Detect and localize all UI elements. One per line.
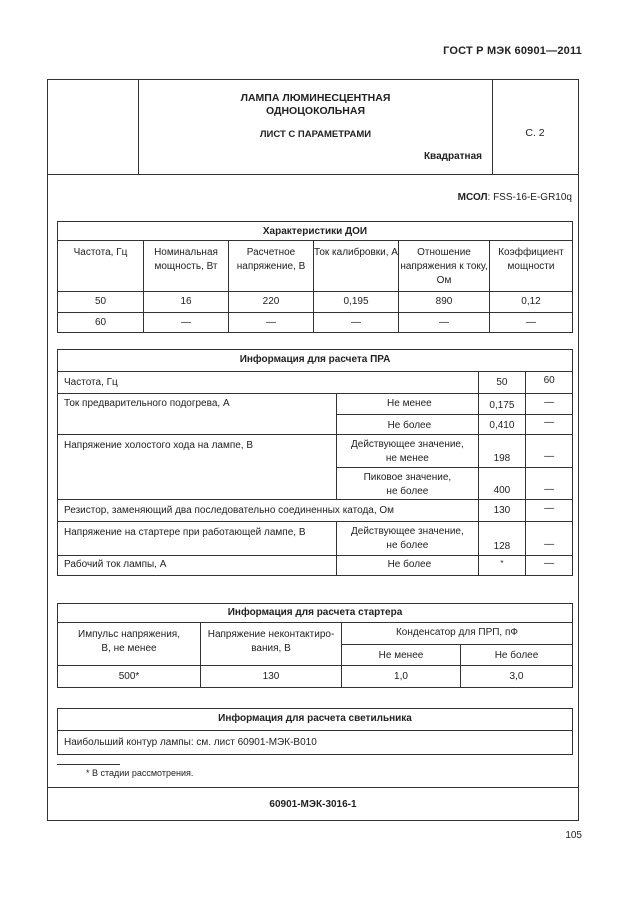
- doi-cell: 220: [229, 292, 314, 313]
- doi-cell: —: [314, 313, 399, 333]
- doi-header-pf: Коэффициент мощности: [490, 241, 573, 292]
- luminaire-table-title: Информация для расчета светильника: [58, 709, 573, 731]
- doi-cell: —: [399, 313, 490, 333]
- doi-header-voltage: Расчетное напряжение, В: [229, 241, 314, 292]
- pra-op-current-cond: Не более: [337, 556, 478, 576]
- doi-cell: —: [229, 313, 314, 333]
- pra-cond-rms-min-l2: не менее: [385, 453, 429, 464]
- doi-table-title: Характеристики ДОИ: [58, 222, 573, 241]
- pra-value: —: [526, 394, 573, 415]
- pra-table: [57, 349, 573, 576]
- starter-value: 500*: [58, 666, 201, 688]
- pra-cond-rms-min: [337, 435, 478, 468]
- starter-col-noncontact: [201, 623, 342, 666]
- pra-resistor-label: Резистор, заменяющий два последовательно соединенных катода, Ом: [58, 500, 479, 522]
- starter-col-capacitor: Конденсатор для ПРП, пФ: [342, 623, 573, 645]
- pra-value: 0,175: [478, 394, 526, 415]
- pra-op-current-label: Рабочий ток лампы, А: [58, 556, 337, 576]
- doi-header-ratio: Отношение напряжения к току, Ом: [399, 241, 490, 292]
- sheet-subtitle: ЛИСТ С ПАРАМЕТРАМИ: [259, 129, 372, 140]
- pra-cond-not-more: Не более: [337, 415, 478, 435]
- luminaire-table: [57, 708, 573, 755]
- doi-cell: 0,195: [314, 292, 399, 313]
- luminaire-text: Наибольший контур лампы: см. лист 60901-МЭК-В010: [58, 731, 573, 755]
- doi-cell: 16: [144, 292, 229, 313]
- footnote-rule: [57, 764, 120, 765]
- pra-freq-label: Частота, Гц: [58, 372, 479, 394]
- pra-value: 0,410: [478, 415, 526, 435]
- header-left-cell: [48, 80, 139, 174]
- doi-cell: 890: [399, 292, 490, 313]
- lamp-title: [139, 92, 492, 118]
- footnote: * В стадии рассмотрения.: [86, 768, 194, 778]
- starter-col-noncontact-l2: вания, В: [251, 643, 291, 654]
- pra-cond-rms-max-l2: не более: [386, 540, 429, 551]
- page-number: 105: [565, 830, 582, 841]
- starter-value: 1,0: [342, 666, 461, 688]
- pra-cond-rms-max: [337, 522, 478, 556]
- pra-value: —: [526, 468, 573, 500]
- lamp-title-line2: ОДНОЦОКОЛЬНАЯ: [265, 105, 366, 117]
- pra-value: *: [478, 556, 526, 576]
- sheet-id: 60901-МЭК-3016-1: [269, 799, 357, 810]
- starter-col-noncontact-l1: Напряжение неконтактиро-: [207, 629, 335, 640]
- pra-value: 130: [478, 500, 526, 522]
- starter-cap-min-header: Не менее: [342, 645, 461, 666]
- doi-header-freq: Частота, Гц: [58, 241, 144, 292]
- pra-value: —: [526, 556, 573, 576]
- pra-value: 400: [478, 468, 526, 500]
- pra-cond-not-less: Не менее: [337, 394, 478, 415]
- doi-cell: 50: [58, 292, 144, 313]
- lamp-title-line1: ЛАМПА ЛЮМИНЕСЦЕНТНАЯ: [240, 92, 391, 104]
- pra-cond-peak-max: [337, 468, 478, 500]
- page-label: С. 2: [525, 127, 545, 139]
- pra-value: —: [526, 522, 573, 556]
- lamp-shape: Квадратная: [423, 151, 482, 162]
- pra-value: 128: [478, 522, 526, 556]
- pra-cond-peak-max-l2: не более: [386, 486, 429, 497]
- doi-cell: —: [144, 313, 229, 333]
- doi-header-power: Номинальная мощность, Вт: [144, 241, 229, 292]
- starter-table: [57, 603, 573, 688]
- pra-freq-60: 60: [526, 372, 573, 394]
- pra-table-title: Информация для расчета ПРА: [58, 350, 573, 372]
- pra-cond-rms-min-l1: Действующее значение,: [350, 439, 464, 450]
- starter-col-pulse-l2: В, не менее: [101, 643, 157, 654]
- msol-value: : FSS-16-E-GR10q: [487, 192, 572, 203]
- doi-cell: 60: [58, 313, 144, 333]
- doi-table: [57, 221, 573, 333]
- pra-ocv-label: Напряжение холостого хода на лампе, В: [58, 435, 337, 500]
- pra-starter-v-label: Напряжение на стартере при работающей лампе, В: [58, 522, 337, 556]
- pra-value: 198: [478, 435, 526, 468]
- pra-freq-50: 50: [478, 372, 526, 394]
- doi-cell: 0,12: [490, 292, 573, 313]
- pra-value: —: [526, 435, 573, 468]
- sheet-header: [48, 80, 578, 175]
- starter-cap-max-header: Не более: [461, 645, 573, 666]
- footer-divider: [48, 787, 578, 788]
- document-code: ГОСТ Р МЭК 60901—2011: [443, 45, 582, 57]
- starter-col-pulse-l1: Импульс напряжения,: [78, 629, 180, 640]
- starter-col-pulse: [58, 623, 201, 666]
- msol-label: МСОЛ: [457, 192, 488, 203]
- doi-cell: —: [490, 313, 573, 333]
- pra-value: —: [526, 500, 573, 522]
- doi-header-current: Ток калибровки, А: [314, 241, 399, 292]
- starter-value: 3,0: [461, 666, 573, 688]
- starter-value: 130: [201, 666, 342, 688]
- sheet-frame: [47, 79, 579, 821]
- pra-preheat-label: Ток предварительного подогрева, А: [58, 394, 337, 435]
- starter-table-title: Информация для расчета стартера: [58, 604, 573, 623]
- msol-code: [458, 192, 572, 203]
- pra-cond-peak-max-l1: Пиковое значение,: [363, 472, 452, 483]
- pra-cond-rms-max-l1: Действующее значение,: [350, 526, 464, 537]
- pra-value: —: [526, 415, 573, 435]
